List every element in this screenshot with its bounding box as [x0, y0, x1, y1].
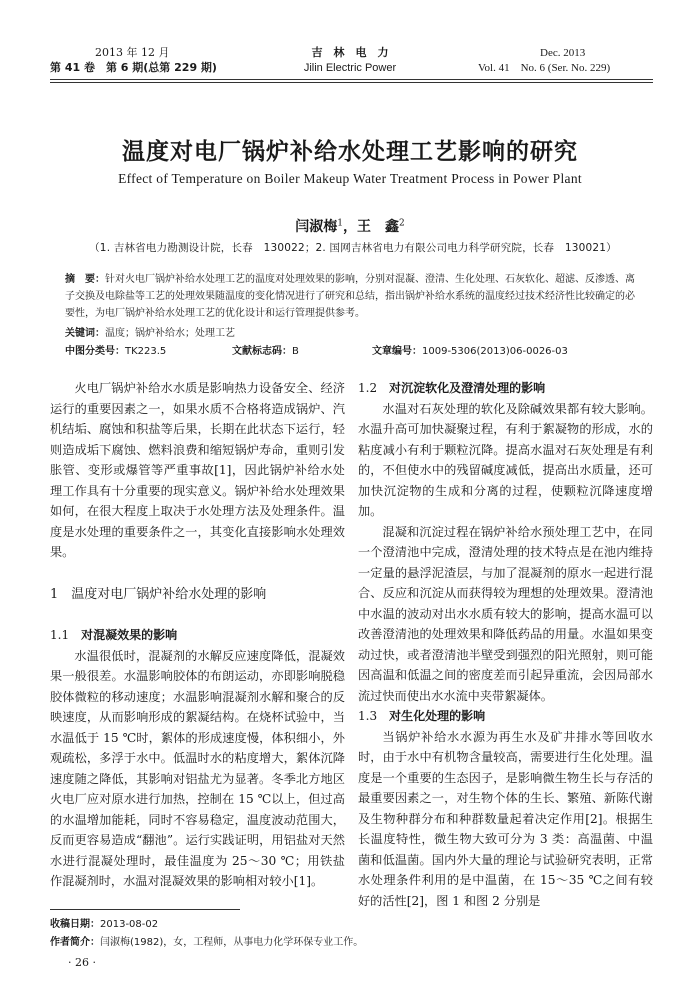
- author-bio-text: 闫淑梅(1982)，女，工程师，从事电力化学环保专业工作。: [100, 937, 364, 948]
- clc-number: [65, 342, 166, 357]
- header-journal-en: Jilin Electric Power: [303, 62, 397, 74]
- header-right-issue: Vol. 41 No. 6 (Ser. No. 229): [478, 62, 611, 74]
- section-1-1-title: 对混凝效果的影响: [81, 628, 178, 642]
- article-number-label: 文章编号：: [372, 346, 422, 357]
- abstract-text: 针对火电厂锅炉补给水处理工艺的温度对处理效果的影响，分别对混凝、澄清、生化处理、石灰软化、超滤、反渗透、离子交换及电除盐等工艺的处理效果随温度的变化情况进行了研究和总结，指出锅炉补给水系统的温度经过技术经济性比较确定的必要性，为电厂锅炉补给水处理工艺的优化设计和运行管理提供参考。: [65, 274, 635, 319]
- keywords: [65, 324, 235, 339]
- article-number-value: 1009-5306(2013)06-0026-03: [422, 346, 568, 357]
- author-bio: [50, 933, 363, 948]
- intro-paragraph: 火电厂锅炉补给水水质是影响热力设备安全、经济运行的重要因素之一，如果水质不合格将造成锅炉、汽机结垢、腐蚀和积盐等后果，长期在此状态下运行，轻则造成垢下腐蚀、燃料浪费和缩短锅炉寿命，重则引发胀管、变形或爆管等严重事故[1]，因此锅炉补给水处理工作具有十分重要的现实意义。锅炉补给水处理效果如何，在很大程度上取决于水处理方法及处理条件。温度是水处理的重要条件之一，其变化直接影响水处理效果。: [50, 381, 345, 559]
- author-1: 闫淑梅: [295, 219, 338, 235]
- author-bio-label: 作者简介：: [50, 937, 100, 948]
- section-1-1-paragraph: 水温很低时，混凝剂的水解反应速度降低，混凝效果一般很差。水温影响胶体的布朗运动，亦即影响脱稳胶体微粒的移动速度；水温影响混凝剂水解和聚合的反映速度，从而影响形成的絮凝结构。在烧杯试验中，当水温低于 15 ℃时，絮体的形成速度慢，体积细小，外观疏松，多浮于水中。低温时水的粘度增大，絮体沉降速度随之降低，其影响对铝盐尤为显著。冬季北方地区火电厂应对原水进行加热，控制在 15 ℃以上，但过高的水温增加能耗，同时不容易稳定，温度波动范围大，反而更容易造成“翻池”。运行实践证明，用铝盐对天然水进行混凝处理时，最佳温度为 25～30 ℃；用铁盐作混凝剂时，水温对混凝效果的影响相对较小[1]。: [50, 648, 345, 888]
- header-left-issue: 第 41 卷 第 6 期(总第 229 期): [50, 61, 217, 74]
- abstract: [65, 271, 640, 322]
- doc-code: [232, 342, 299, 357]
- left-column: [50, 378, 345, 892]
- section-1-3-number: 1.3: [358, 709, 378, 723]
- abstract-label: 摘 要：: [65, 274, 105, 285]
- section-1-2-title: 对沉淀软化及澄清处理的影响: [389, 381, 546, 395]
- affiliation: （1. 吉林省电力勘测设计院，长春 130022；2. 国网吉林省电力有限公司电力科学研究院，长春 130021）: [89, 242, 617, 254]
- header-rule-bottom: [50, 82, 653, 83]
- authors: [0, 216, 700, 236]
- clc-value: TK223.5: [125, 346, 167, 357]
- section-1-3-paragraph: 当锅炉补给水水源为再生水及矿井排水等回收水时，由于水中有机物含量较高，需要进行生化处理。温度是一个重要的生态因子，是影响微生物生长与存活的最重要因素之一，对生物个体的生长、繁殖、新陈代谢及生物种群分布和种群数量起着决定作用[2]。根据生长温度特性，微生物大致可分为 3 类：高温菌、中温菌和低温菌。国内外大量的理论与试验研究表明，正常水处理条件利用的是中温菌，在 15～35 ℃之间有较好的活性[2]，图 1 和图 2 分别是: [358, 729, 653, 908]
- header-journal-cn: 吉 林 电 力: [311, 46, 389, 59]
- received-date: [50, 915, 158, 930]
- paper-title-cn: 温度对电厂锅炉补给水处理工艺影响的研究: [122, 138, 578, 165]
- section-1-2-number: 1.2: [358, 381, 378, 395]
- author-separator: ，: [343, 219, 357, 235]
- header-rule-top: [50, 79, 653, 80]
- section-1-2-paragraph-2: 混凝和沉淀过程在锅炉补给水预处理工艺中，在同一个澄清池中完成，澄清处理的技术特点是在池内维持一定量的悬浮泥渣层，与加了混凝剂的原水一起进行混合、反应和沉淀从而获得较为理想的处理效果。澄清池中水温的波动对出水水质有较大的影响，提高水温可以改善澄清池的处理效果和降低药品的用量。水温如果变动过快，或者澄清池半壁受到强烈的阳光照射，则可能因高温和低温之间的密度差而引起异重流，会因局部水流过快而使出水水流中夹带絮凝体。: [358, 524, 653, 703]
- section-1-2-paragraph-1: 水温对石灰处理的软化及除碱效果都有较大影响。水温升高可加快凝聚过程，有利于絮凝物的形成，水的粘度减小有利于颗粒沉降。提高水温对石灰处理是有利的，不但使水中的残留碱度减低，提高出水质量，还可加快沉淀物的生成和分离的过程，使颗粒沉降速度增加。: [358, 401, 653, 518]
- doc-code-value: B: [292, 346, 299, 357]
- section-1-3-title: 对生化处理的影响: [389, 709, 486, 723]
- keywords-label: 关键词：: [65, 328, 105, 339]
- received-value: 2013-08-02: [100, 919, 159, 930]
- header-left-date: 2013 年 12 月: [95, 46, 170, 59]
- footnote-rule: [50, 909, 240, 910]
- clc-label: 中图分类号：: [65, 346, 125, 357]
- section-1-1-number: 1.1: [50, 628, 70, 642]
- page-number: · 26 ·: [68, 956, 96, 969]
- doc-code-label: 文献标志码：: [232, 346, 292, 357]
- author-2: 王 鑫: [357, 219, 399, 235]
- header-right-date: Dec. 2013: [540, 47, 586, 59]
- section-1-heading: 1 温度对电厂锅炉补给水处理的影响: [50, 586, 267, 602]
- author-1-affil: 1: [337, 218, 343, 229]
- article-number: [372, 342, 568, 357]
- paper-title-en: Effect of Temperature on Boiler Makeup Water Treatment Process in Power Plant: [118, 171, 582, 186]
- author-2-affil: 2: [399, 218, 405, 229]
- section-1-1-heading: [50, 625, 345, 646]
- received-label: 收稿日期：: [50, 919, 100, 930]
- keywords-text: 温度；锅炉补给水；处理工艺: [105, 328, 235, 339]
- section-1-2-heading: [358, 378, 653, 399]
- right-column: [358, 378, 653, 911]
- section-1-3-heading: [358, 706, 653, 727]
